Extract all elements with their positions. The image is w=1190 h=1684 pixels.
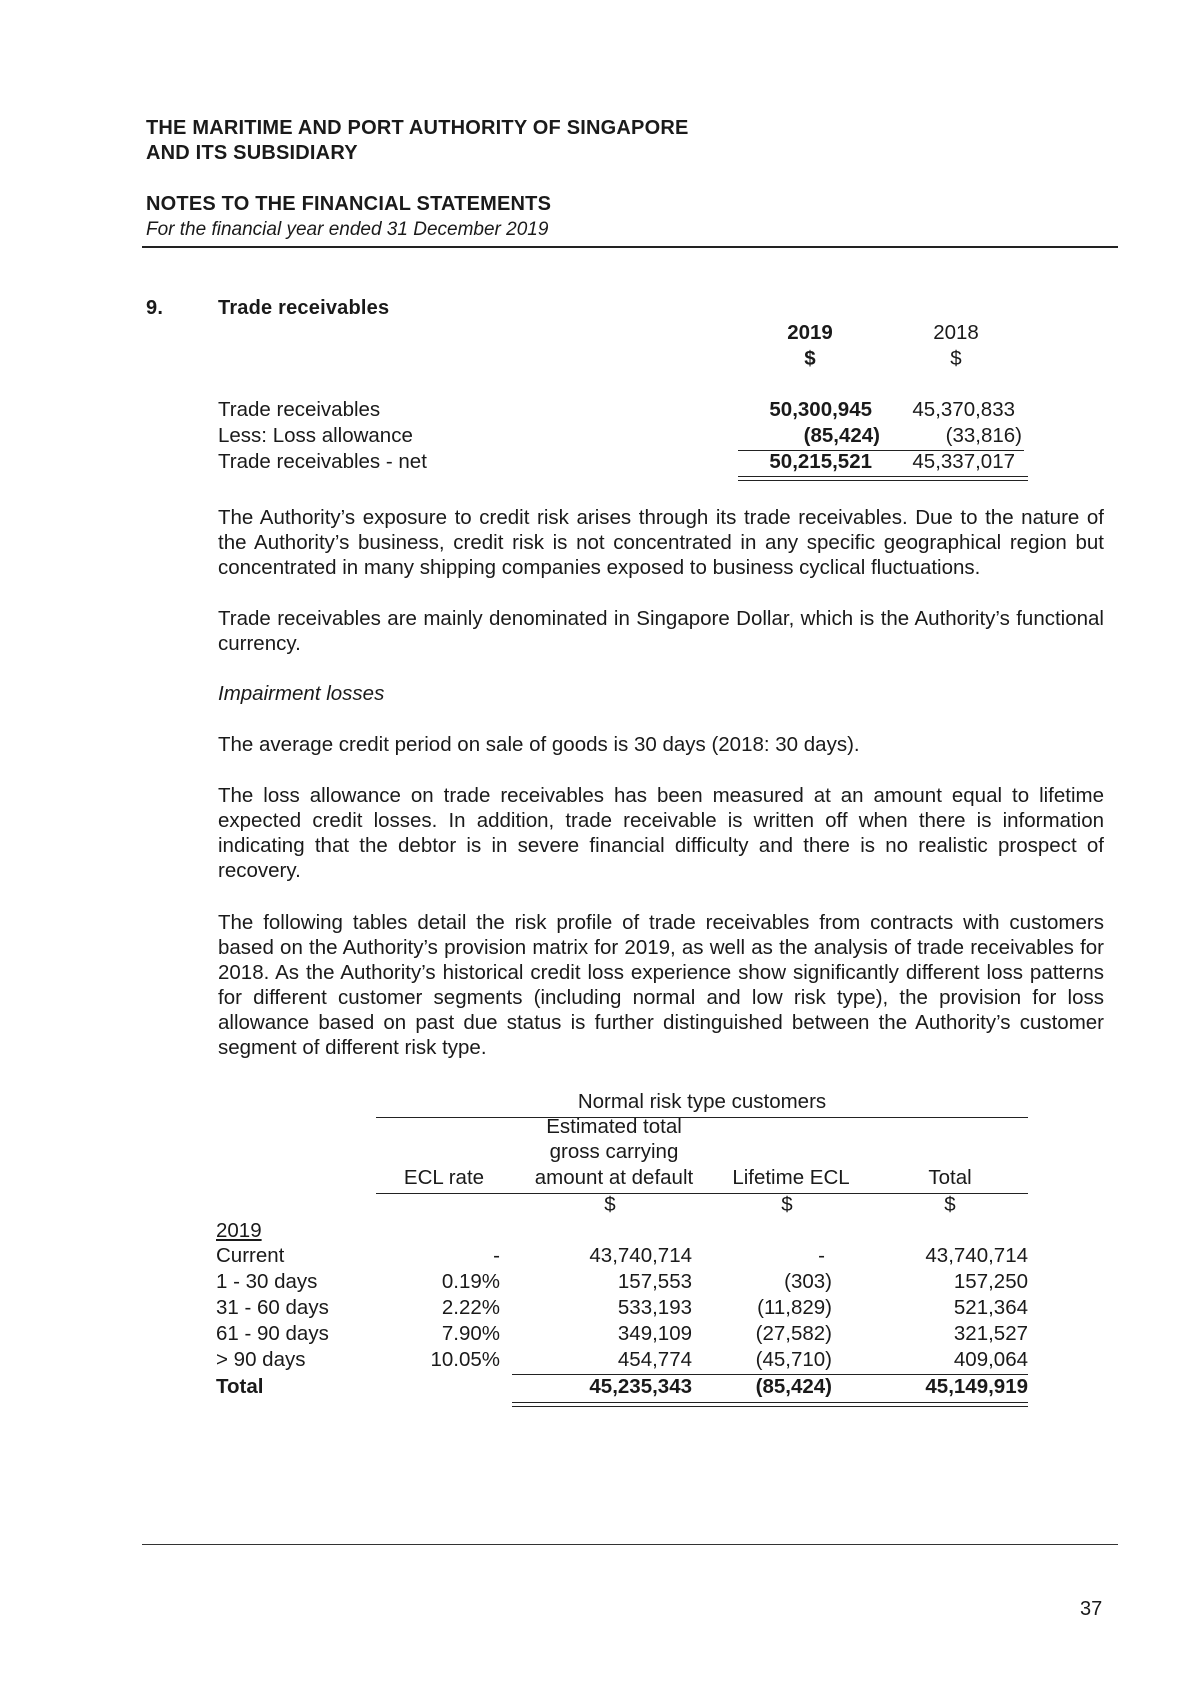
risk-row-lifetime: (303) bbox=[784, 1270, 832, 1293]
summary-row-2018: (33,816) bbox=[945, 424, 1022, 447]
summary-row-label: Less: Loss allowance bbox=[218, 424, 413, 447]
header-divider bbox=[142, 246, 1118, 248]
gross-currency: $ bbox=[604, 1193, 616, 1216]
risk-row-total: 321,527 bbox=[953, 1322, 1028, 1345]
col-gross-header-l2: gross carrying bbox=[549, 1140, 679, 1163]
footer-divider bbox=[142, 1544, 1118, 1545]
summary-row-2018: 45,337,017 bbox=[912, 450, 1015, 473]
org-name-line1: THE MARITIME AND PORT AUTHORITY OF SINGAPORE bbox=[146, 117, 689, 139]
risk-table-year: 2019 bbox=[216, 1219, 262, 1242]
risk-table-group-title: Normal risk type customers bbox=[577, 1090, 827, 1113]
risk-total-total: 45,149,919 bbox=[925, 1375, 1028, 1398]
col-2019-currency: $ bbox=[804, 347, 816, 370]
paragraph-risk-profile: The following tables detail the risk profile of trade receivables from contracts with customers based on the Authority’s provision matrix for 2019, as well as the analysis of trade receivables for 2018. As the Authority’s historical credit loss experience show significantly different loss patterns for different customer segments (including normal and low risk type), the provision for loss allowance based on past due status is further distinguished between the Authority’s customer segment of different risk type. bbox=[218, 911, 1104, 1059]
risk-row-ecl: 2.22% bbox=[441, 1296, 500, 1319]
risk-row-label: > 90 days bbox=[216, 1348, 306, 1371]
col-lifetime-header: Lifetime ECL bbox=[732, 1166, 850, 1189]
summary-row-2019: 50,300,945 bbox=[769, 398, 872, 421]
page-number: 37 bbox=[1080, 1598, 1103, 1620]
col-2018-currency: $ bbox=[950, 347, 962, 370]
risk-row-total: 409,064 bbox=[953, 1348, 1028, 1371]
risk-row-gross: 43,740,714 bbox=[589, 1244, 692, 1267]
risk-row-total: 43,740,714 bbox=[925, 1244, 1028, 1267]
paragraph-currency: Trade receivables are mainly denominated in Singapore Dollar, which is the Authority’s functional currency. bbox=[218, 607, 1104, 655]
risk-row-lifetime: (27,582) bbox=[755, 1322, 832, 1345]
total-currency: $ bbox=[944, 1193, 956, 1216]
period-subtitle: For the financial year ended 31 December 2019 bbox=[146, 219, 549, 240]
col-2019-header: 2019 bbox=[787, 321, 833, 344]
section-title: NOTES TO THE FINANCIAL STATEMENTS bbox=[146, 193, 552, 215]
risk-row-gross: 533,193 bbox=[617, 1296, 692, 1319]
risk-row-gross: 349,109 bbox=[617, 1322, 692, 1345]
summary-row-2018: 45,370,833 bbox=[912, 398, 1015, 421]
paragraph-loss-allowance: The loss allowance on trade receivables has been measured at an amount equal to lifetime expected credit losses. In addition, trade receivable is written off when there is information indicating that the debtor is in severe financial difficulty and there is no realistic prospect of recovery. bbox=[218, 784, 1104, 882]
col-total-header: Total bbox=[928, 1166, 972, 1189]
risk-row-total: 521,364 bbox=[953, 1296, 1028, 1319]
risk-row-label: 31 - 60 days bbox=[216, 1296, 329, 1319]
risk-row-gross: 454,774 bbox=[617, 1348, 692, 1371]
risk-total-gross: 45,235,343 bbox=[589, 1375, 692, 1398]
risk-row-label: 1 - 30 days bbox=[216, 1270, 318, 1293]
risk-total-line-2 bbox=[512, 1406, 1028, 1407]
risk-total-line-1 bbox=[512, 1402, 1028, 1403]
summary-row-label: Trade receivables - net bbox=[218, 450, 427, 473]
summary-row-2019: 50,215,521 bbox=[769, 450, 872, 473]
col-gross-header-l3: amount at default bbox=[534, 1166, 694, 1189]
total-line-2 bbox=[738, 480, 1028, 481]
paragraph-credit-period: The average credit period on sale of goods is 30 days (2018: 30 days). bbox=[218, 733, 860, 756]
risk-row-label: 61 - 90 days bbox=[216, 1322, 329, 1345]
risk-row-ecl: 7.90% bbox=[441, 1322, 500, 1345]
paragraph-credit-risk: The Authority’s exposure to credit risk arises through its trade receivables. Due to the nature of the Authority’s business, credit risk is not concentrated in any specific geographical region but concentrated in many shipping companies exposed to business cyclical fluctuations. bbox=[218, 506, 1104, 579]
total-line-1 bbox=[738, 476, 1028, 477]
note-number: 9. bbox=[146, 297, 164, 319]
risk-row-lifetime: - bbox=[818, 1244, 825, 1267]
risk-row-ecl: 10.05% bbox=[430, 1348, 500, 1371]
org-name-line2: AND ITS SUBSIDIARY bbox=[146, 142, 358, 164]
summary-row-2019: (85,424) bbox=[803, 424, 880, 447]
subheading-impairment: Impairment losses bbox=[218, 682, 385, 705]
col-2018-header: 2018 bbox=[933, 321, 979, 344]
note-title: Trade receivables bbox=[218, 297, 390, 319]
risk-total-label: Total bbox=[216, 1375, 264, 1398]
risk-row-ecl: 0.19% bbox=[441, 1270, 500, 1293]
risk-total-lifetime: (85,424) bbox=[755, 1375, 832, 1398]
risk-row-ecl: - bbox=[493, 1244, 500, 1267]
risk-row-lifetime: (11,829) bbox=[757, 1296, 832, 1319]
risk-row-label: Current bbox=[216, 1244, 285, 1267]
col-gross-header-l1: Estimated total bbox=[546, 1115, 682, 1138]
risk-row-lifetime: (45,710) bbox=[755, 1348, 832, 1371]
risk-row-total: 157,250 bbox=[953, 1270, 1028, 1293]
risk-row-gross: 157,553 bbox=[617, 1270, 692, 1293]
col-ecl-header: ECL rate bbox=[403, 1166, 485, 1189]
summary-row-label: Trade receivables bbox=[218, 398, 381, 421]
lifetime-currency: $ bbox=[781, 1193, 793, 1216]
